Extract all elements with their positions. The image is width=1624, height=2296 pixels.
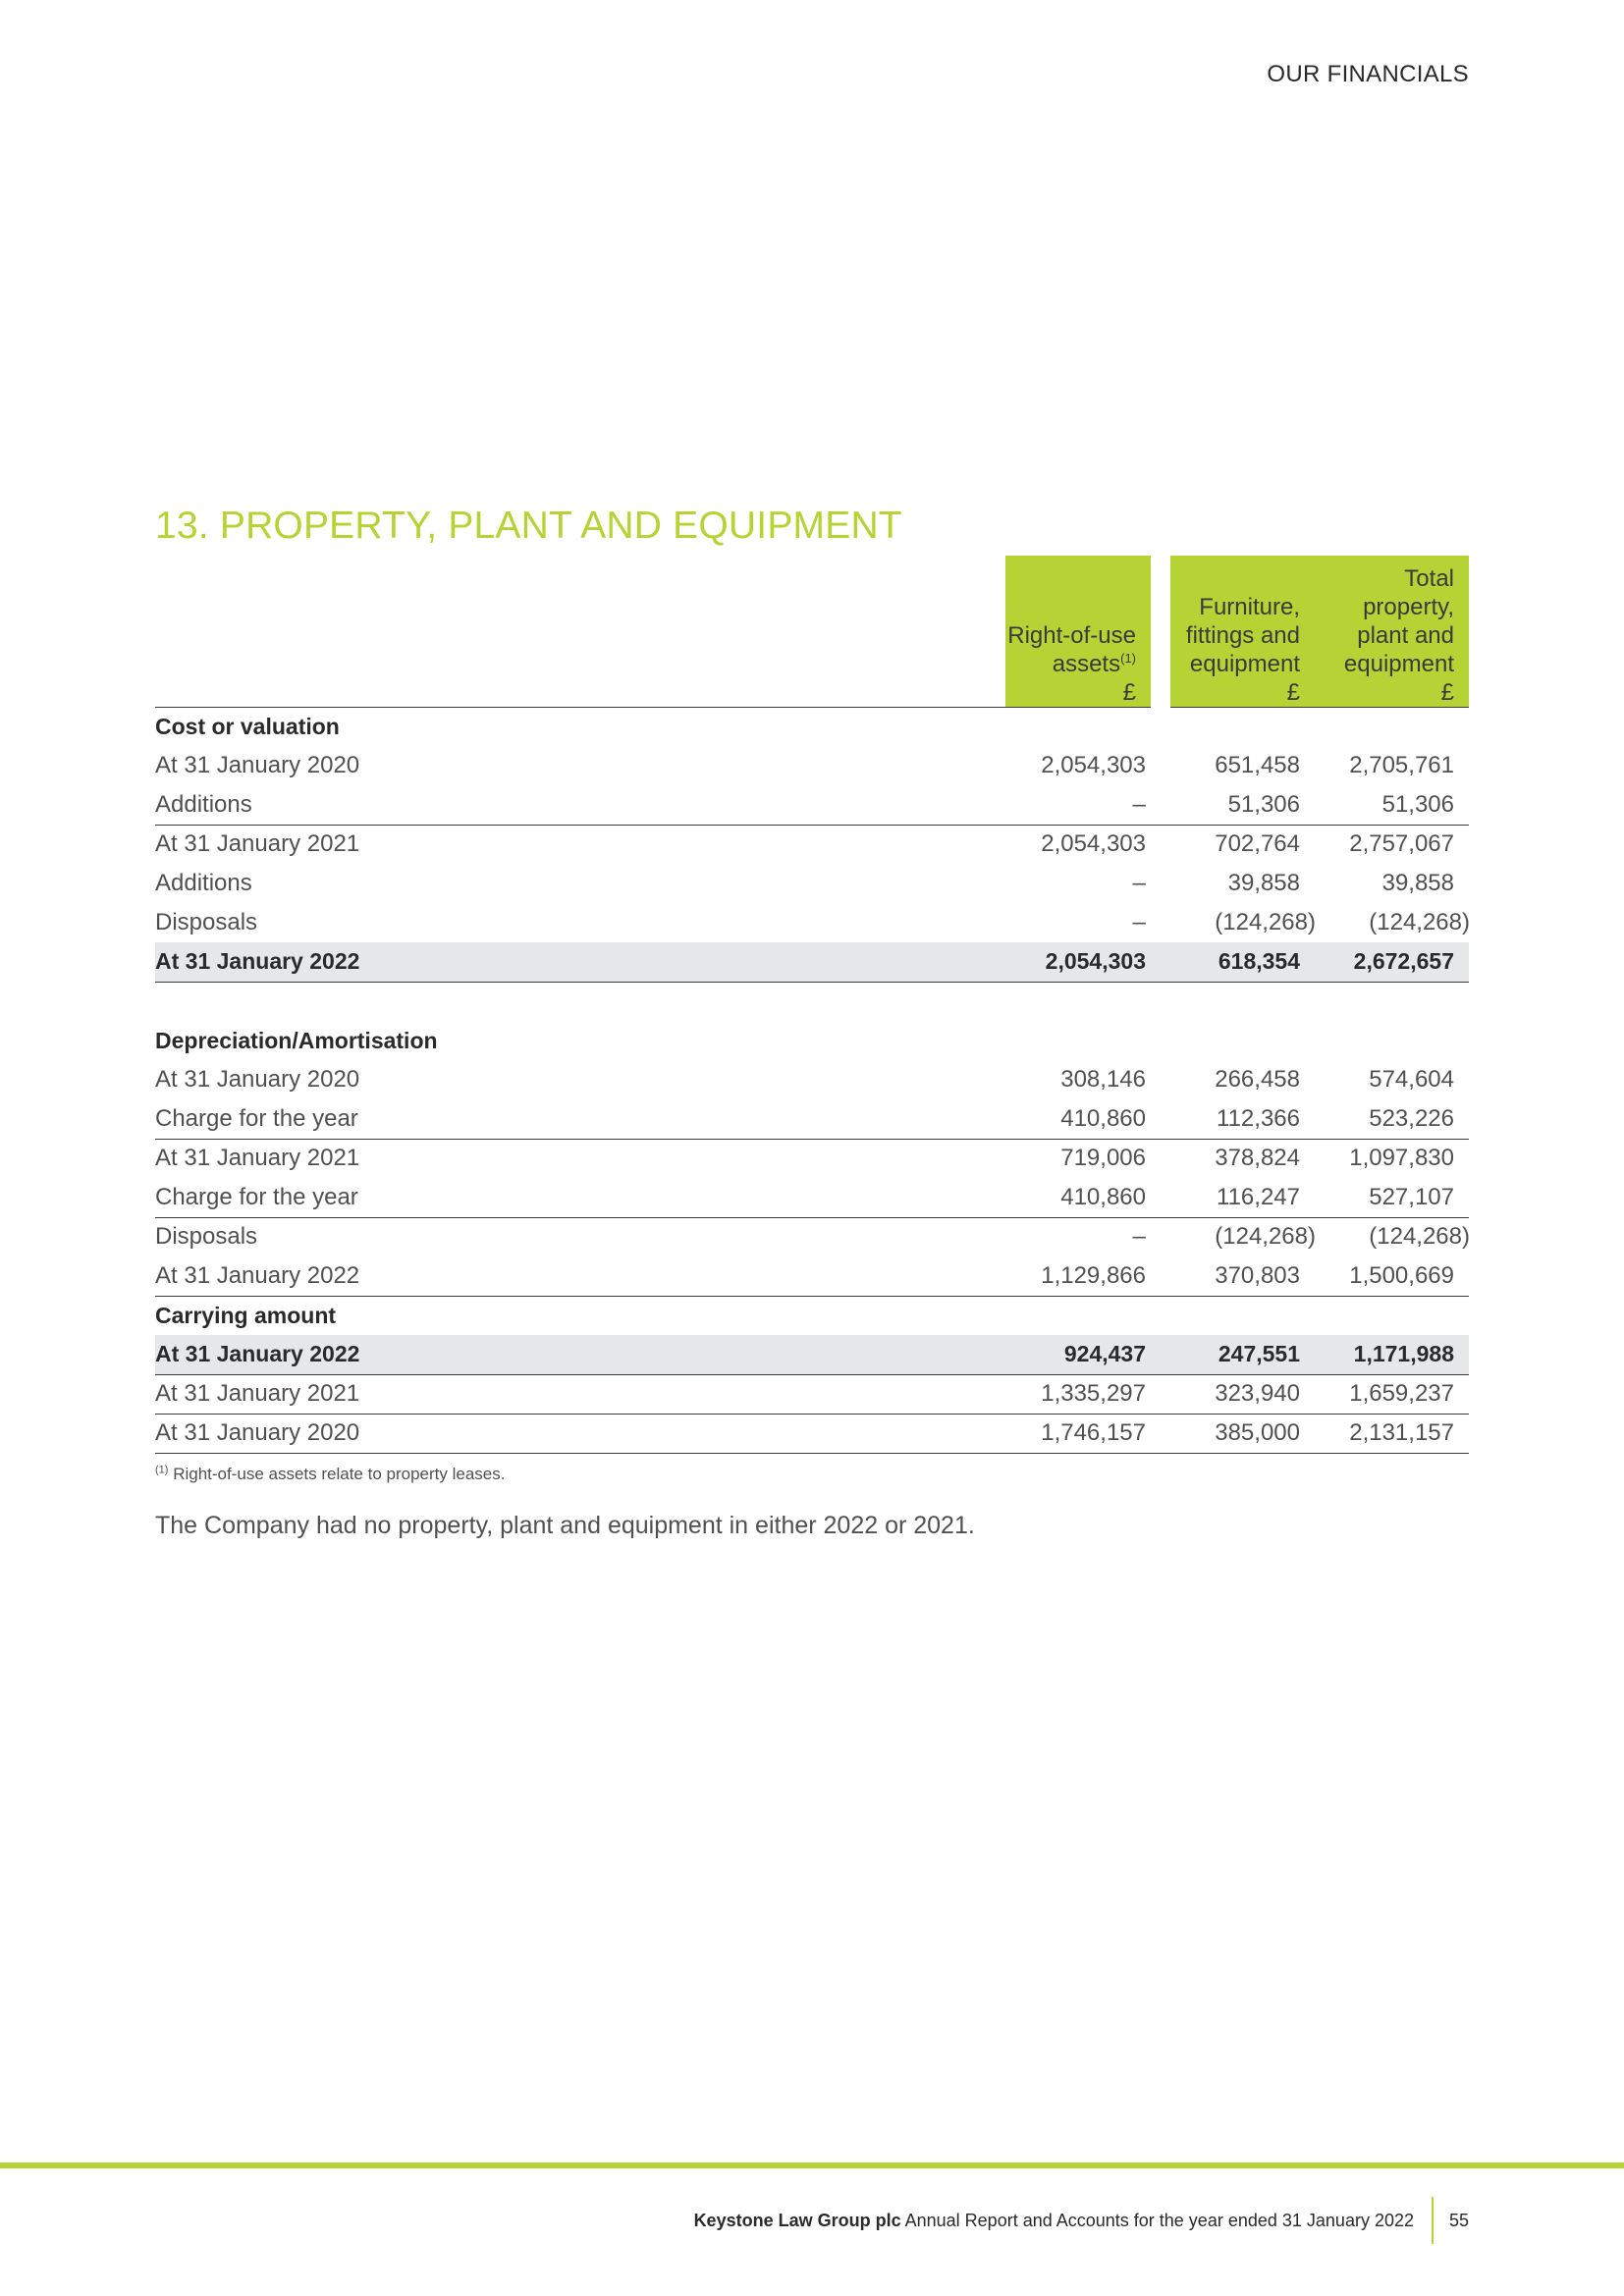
row-label: Disposals [155,1223,258,1251]
table-row [155,1139,1469,1178]
table-row [155,1178,1469,1217]
cell-right-of-use: 1,335,297 [1005,1374,1161,1414]
table-row [155,1414,1469,1453]
row-label: At 31 January 2020 [155,752,360,778]
section-heading-row [155,1021,1469,1060]
cell-furniture: 247,551 [1161,1335,1315,1374]
row-label: At 31 January 2021 [155,1374,1005,1414]
cell-furniture: (124,268) [1215,1223,1316,1251]
cell-furniture: 116,247 [1161,1178,1315,1217]
note-title: 13. PROPERTY, PLANT AND EQUIPMENT [155,505,902,547]
cell-total: 39,858 [1381,870,1454,896]
cell-total: 2,131,157 [1315,1414,1469,1453]
table-header-row [155,556,1469,707]
row-label: At 31 January 2022 [155,1256,1005,1296]
cell-right-of-use: – [1005,785,1161,825]
section-heading: Carrying amount [155,1302,337,1328]
cell-right-of-use: – [1132,870,1146,896]
table-row [155,903,1469,942]
cell-right-of-use: 1,746,157 [1005,1414,1161,1453]
section-heading-row [155,707,1469,746]
table-row [155,746,1469,785]
section-heading: Depreciation/Amortisation [155,1027,438,1053]
cell-furniture: 323,940 [1161,1374,1315,1414]
row-label: Additions [155,785,1005,825]
footnote-marker: (1) [155,1464,169,1476]
cell-right-of-use: 2,054,303 [1005,942,1161,982]
cell-total: 1,659,237 [1315,1374,1469,1414]
cell-total: 574,604 [1369,1066,1454,1093]
cell-right-of-use: 2,054,303 [1041,752,1146,778]
cell-furniture: 266,458 [1215,1066,1300,1093]
cell-total: 527,107 [1315,1178,1469,1217]
cell-right-of-use: 410,860 [1005,1178,1161,1217]
section-heading: Cost or valuation [155,713,340,739]
cell-furniture: 378,824 [1215,1145,1300,1172]
cell-total: 51,306 [1315,785,1469,825]
row-label: At 31 January 2020 [155,1066,360,1093]
column-header-total: Total property, plant and equipment £ [1315,556,1469,707]
cell-furniture: 651,458 [1215,752,1300,778]
row-label: At 31 January 2021 [155,1145,360,1172]
table-row [155,1374,1469,1414]
table-row-total [155,942,1469,982]
cell-furniture: 39,858 [1227,870,1300,896]
row-label: At 31 January 2021 [155,830,360,858]
row-label: At 31 January 2022 [155,1335,1005,1374]
table-row [155,864,1469,903]
table-row [155,785,1469,825]
cell-total: 2,757,067 [1349,830,1454,858]
cell-furniture: 51,306 [1161,785,1315,825]
cell-right-of-use: – [1132,909,1146,935]
cell-furniture: (124,268) [1215,909,1316,935]
table-row [155,1060,1469,1099]
cell-total: 1,500,669 [1315,1256,1469,1296]
cell-total: 1,097,830 [1349,1145,1454,1172]
cell-total: (124,268) [1369,1223,1470,1251]
table-row-total [155,1335,1469,1374]
cell-right-of-use: 1,129,866 [1005,1256,1161,1296]
cell-total: 2,705,761 [1349,752,1454,778]
footer-company: Keystone Law Group plc [693,2211,901,2230]
row-label: Charge for the year [155,1178,1005,1217]
row-label: Charge for the year [155,1099,1005,1139]
row-label: Additions [155,870,252,896]
column-header-right-of-use: Right-of-use assets$^{(1)}$ £ [1005,556,1161,707]
cell-right-of-use: 924,437 [1005,1335,1161,1374]
cell-furniture: 385,000 [1161,1414,1315,1453]
table-row [155,1217,1469,1256]
cell-right-of-use: – [1132,1223,1146,1251]
spacer-row [155,982,1469,1021]
footnote-text: Right-of-use assets relate to property leases. [173,1465,506,1483]
cell-right-of-use: 719,006 [1060,1145,1146,1172]
cell-total: 523,226 [1315,1099,1469,1139]
table-row [155,825,1469,864]
section-label: OUR FINANCIALS [1267,61,1469,87]
table-row [155,1256,1469,1296]
cell-right-of-use: 410,860 [1005,1099,1161,1139]
cell-furniture: 702,764 [1215,830,1300,858]
column-header-furniture: Furniture, fittings and equipment £ [1161,556,1315,707]
footer-text [694,2211,1414,2231]
row-label: At 31 January 2022 [155,942,1005,982]
cell-furniture: 370,803 [1161,1256,1315,1296]
cell-right-of-use: 308,146 [1060,1066,1146,1093]
footnote [155,1465,505,1484]
row-label: At 31 January 2020 [155,1414,1005,1453]
footer-report-title: Annual Report and Accounts for the year ended 31 January 2022 [904,2211,1414,2230]
row-label: Disposals [155,909,258,935]
table-row [155,1099,1469,1139]
cell-furniture: 618,354 [1161,942,1315,982]
cell-furniture: 112,366 [1161,1099,1315,1139]
header-blank-cell [155,556,1005,707]
body-paragraph: The Company had no property, plant and equipment in either 2022 or 2021. [155,1512,975,1539]
section-heading-row [155,1296,1469,1335]
footer-divider [1432,2197,1434,2244]
ppe-table [155,556,1469,1454]
page-number: 55 [1449,2211,1470,2230]
cell-total: 1,171,988 [1315,1335,1469,1374]
footer-accent-bar [0,2163,1624,2168]
cell-total: (124,268) [1369,909,1470,935]
cell-right-of-use: 2,054,303 [1041,830,1146,858]
cell-total: 2,672,657 [1315,942,1469,982]
